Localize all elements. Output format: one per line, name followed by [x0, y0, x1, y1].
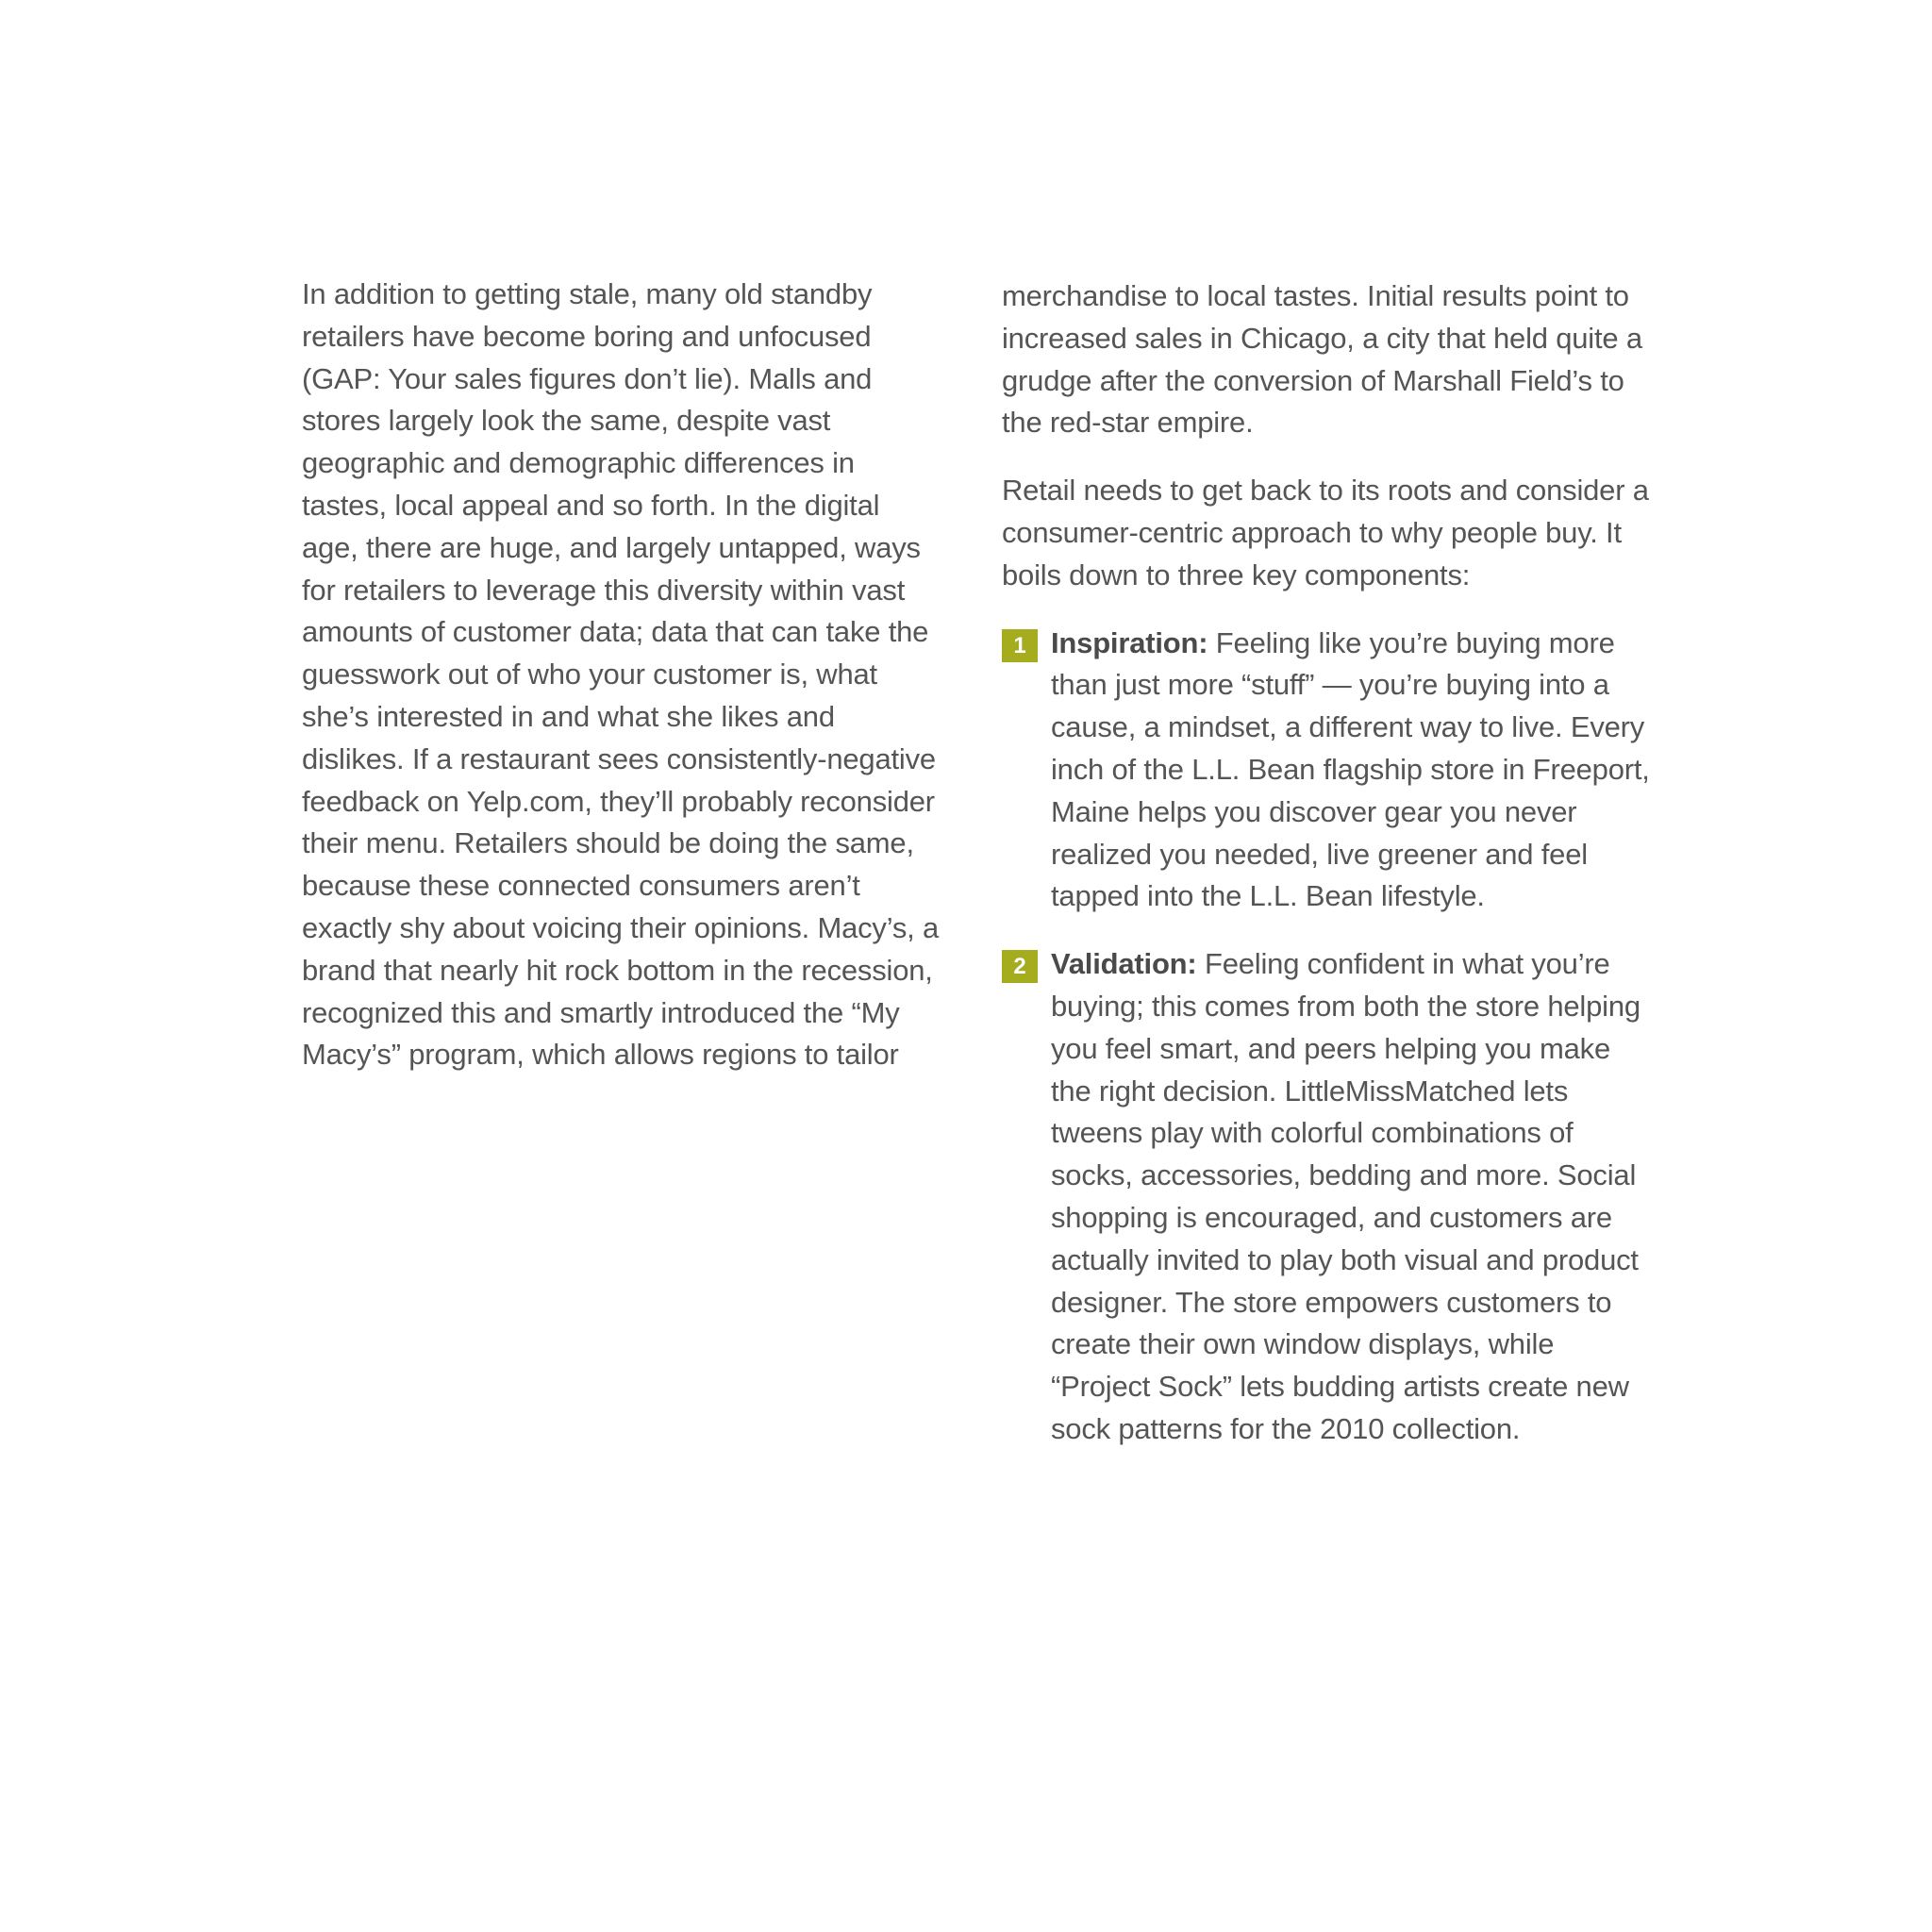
item-text: Feeling like you’re buying more than just more “stuff” — you’re buying into a cause, a mindset, a different way to live. Every inch of the L.L. Bean flagship store in Freeport, Maine helps you discover gear you never realized you needed, live greener and feel tapped into the L.L. Bean lifestyle.: [1051, 625, 1650, 913]
item-term: Inspiration:: [1051, 625, 1208, 659]
left-column: [302, 274, 943, 1102]
intro-paragraph: Retail needs to get back to its roots and consider a consumer-centric approach to why people buy. It boils down to three key components:: [1002, 474, 1649, 591]
components-list: [1002, 623, 1653, 1451]
right-column: [1002, 275, 1653, 1476]
list-item: [1002, 623, 1653, 919]
item-text: Feeling confident in what you’re buying; this comes from both the store helping you feel smart, and peers helping you make the right decision. LittleMissMatched lets tweens play with colorful combinations of socks, accessories, bedding and more. Social shopping is encouraged, and customers are actually invited to play both visual and product designer. The store empowers customers to create their own window displays, while “Project Sock” lets budding artists create new sock patterns for the 2010 collection.: [1051, 947, 1641, 1445]
number-badge: 1: [1002, 629, 1038, 662]
item-term: Validation:: [1051, 947, 1197, 981]
list-item: [1002, 943, 1653, 1451]
body-paragraph: In addition to getting stale, many old standby retailers have become boring and unfocused (GAP: Your sales figures don’t lie). Malls and stores largely look the same, despite vast geographic and demographic differences in tastes, local appeal and so forth. In the digital age, there are huge, and largely untapped, ways for retailers to leverage this diversity within vast amounts of customer data; data that can take the guesswork out of who your customer is, what she’s interested in and what she likes and dislikes. If a restaurant sees consistently-negative feedback on Yelp.com, they’ll probably reconsider their menu. Retailers should be doing the same, because these connected consumers aren’t exactly shy about voicing their opinions. Macy’s, a brand that nearly hit rock bottom in the recession, recognized this and smartly introduced the “My Macy’s” program, which allows regions to tailor: [302, 277, 940, 1072]
number-badge: 2: [1002, 950, 1038, 983]
continuation-paragraph: merchandise to local tastes. Initial results point to increased sales in Chicago, a city that held quite a grudge after the conversion of Marshall Field’s to the red-star empire.: [1002, 279, 1642, 440]
